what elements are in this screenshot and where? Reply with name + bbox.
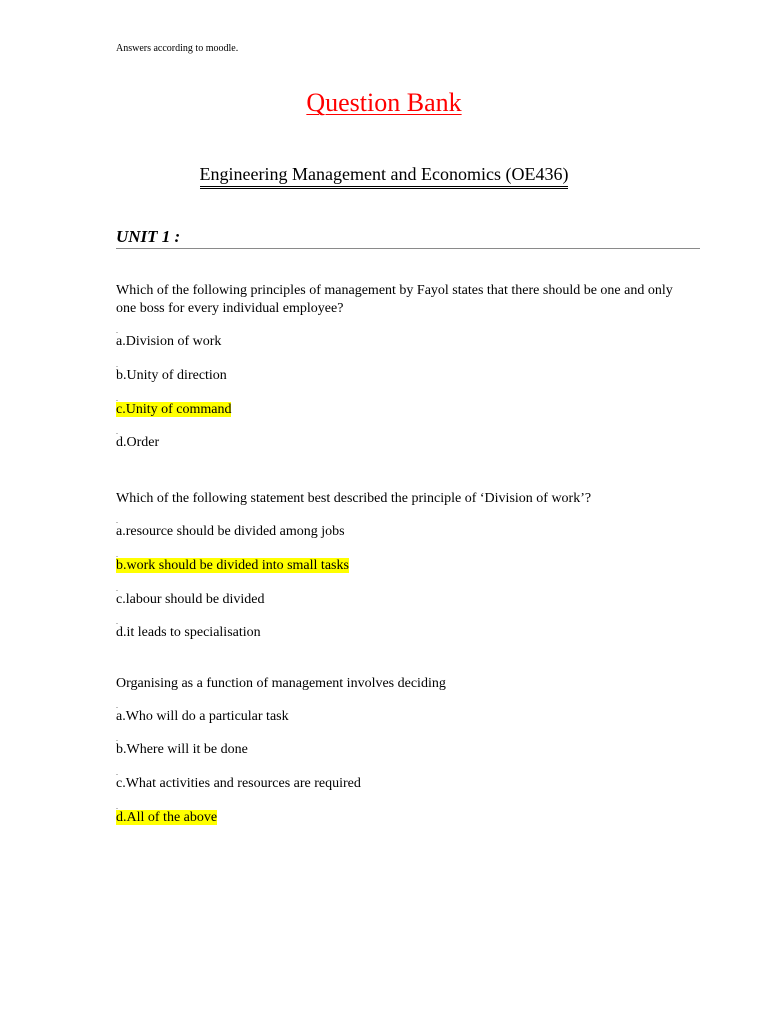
option-label: c.What activities and resources are required xyxy=(116,776,361,791)
option-label: a.Who will do a particular task xyxy=(116,709,289,724)
question-2-option-a: . a.resource should be divided among jobs xyxy=(116,516,345,539)
header-note: Answers according to moodle. xyxy=(116,43,239,54)
question-1-option-a: . a.Division of work xyxy=(116,326,222,349)
question-1-option-b: . b.Unity of direction xyxy=(116,360,227,383)
question-3-option-c: . c.What activities and resources are required xyxy=(116,768,361,791)
question-3-text: Organising as a function of management involves deciding xyxy=(116,676,446,691)
question-3-option-b: . b.Where will it be done xyxy=(116,734,248,757)
option-label: b.Where will it be done xyxy=(116,742,248,757)
heading-divider xyxy=(116,248,700,249)
option-label: d.Order xyxy=(116,435,160,450)
highlighted-answer: c.Unity of command xyxy=(116,402,232,417)
question-1-option-d: . d.Order xyxy=(116,427,160,450)
question-2-option-d: . d.it leads to specialisation xyxy=(116,617,261,640)
question-2-option-b-correct: . b.work should be divided into small tasks xyxy=(116,550,349,573)
question-2-option-c: . c.labour should be divided xyxy=(116,584,265,607)
question-1-text: Which of the following principles of management by Fayol states that there should be one and only one boss for every individual employee? xyxy=(116,283,673,316)
option-label: a.Division of work xyxy=(116,334,222,349)
option-label: b.Unity of direction xyxy=(116,368,227,383)
question-2-text: Which of the following statement best described the principle of ‘Division of work’? xyxy=(116,491,592,506)
question-3-option-a: . a.Who will do a particular task xyxy=(116,701,289,724)
course-title xyxy=(0,162,768,189)
page-title: Question Bank xyxy=(306,88,462,117)
option-label: a.resource should be divided among jobs xyxy=(116,524,345,539)
unit-heading: UNIT 1 : xyxy=(116,227,181,246)
highlighted-answer: d.All of the above xyxy=(116,810,218,825)
highlighted-answer: b.work should be divided into small tasks xyxy=(116,558,349,573)
question-1-option-c-correct: . c.Unity of command xyxy=(116,394,232,417)
course-title-text: Engineering Management and Economics (OE436) xyxy=(200,163,569,189)
option-label: c.labour should be divided xyxy=(116,592,265,607)
question-3-option-d-correct: . d.All of the above xyxy=(116,802,218,825)
option-label: d.it leads to specialisation xyxy=(116,625,261,640)
